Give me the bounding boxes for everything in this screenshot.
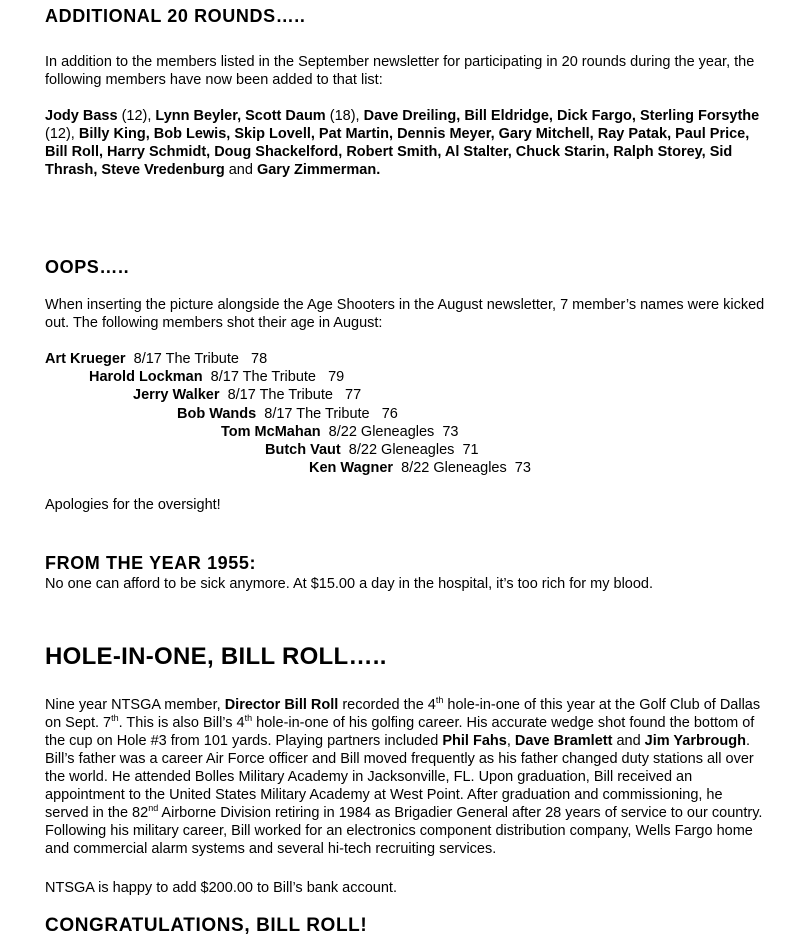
age-shooter-row — [133, 386, 361, 404]
shooter-name: Butch Vaut — [265, 442, 341, 458]
shooter-detail: 8/17 The Tribute 78 — [125, 351, 268, 367]
shooter-detail: 8/17 The Tribute 76 — [256, 405, 398, 422]
from-1955-text: No one can afford to be sick anymore. At $15.00 a day in the hospital, it’s too rich for my blood. — [45, 576, 654, 592]
member-note: (12), — [117, 108, 156, 124]
shooter-detail: 8/22 Gleneagles 71 — [340, 442, 479, 458]
member-names: Billy King, Bob Lewis, Skip Lovell, Pat Martin, Dennis Meyer, Gary Mitchell, Ray Patak, Paul Price, Bill Roll, Harry Schmidt, Doug Shackelford, Robert Smith, Al Stalter, Chuck Starin, Ralph Storey, Sid Thrash, Steve Vredenburg — [45, 126, 750, 178]
bank-account-text: NTSGA is happy to add $200.00 to Bill’s bank account. — [45, 880, 397, 896]
shooter-name: Ken Wagner — [309, 460, 394, 477]
member-note: and — [224, 162, 257, 178]
oops-heading: OOPS….. — [45, 257, 130, 277]
shooter-name: Jerry Walker — [133, 387, 220, 404]
additional-rounds-heading: ADDITIONAL 20 ROUNDS….. — [45, 6, 306, 26]
shooter-detail: 8/17 The Tribute 79 — [202, 369, 345, 386]
age-shooter-row — [45, 350, 267, 368]
apology-text: Apologies for the oversight! — [45, 497, 221, 513]
shooter-name: Tom McMahan — [221, 423, 321, 440]
member-note: (12), — [45, 126, 79, 142]
shooter-name: Art Krueger — [45, 351, 126, 367]
additional-rounds-intro: In addition to the members listed in the September newsletter for participating in 20 rounds during the year, the following members have now been added to that list: — [45, 54, 755, 88]
shooter-detail: 8/17 The Tribute 77 — [219, 387, 362, 404]
age-shooter-row — [309, 459, 531, 477]
shooter-detail: 8/22 Gleneagles 73 — [393, 460, 531, 477]
members-list — [45, 107, 765, 179]
shooter-name: Harold Lockman — [89, 369, 203, 386]
oops-intro: When inserting the picture alongside the Age Shooters in the August newsletter, 7 member’s names were kicked out. The following members shot their age in August: — [45, 297, 765, 331]
age-shooter-row — [221, 423, 458, 441]
congratulations-heading: CONGRATULATIONS, BILL ROLL! — [45, 915, 368, 936]
hole-in-one-article: Nine year NTSGA member, Director Bill Roll recorded the 4th hole-in-one of this year at the Golf Club of Dallas on Sept. 7th. This is also Bill’s 4th hole-in-one of his golfing career. His accurate wedge shot found the bottom of the cup on Hole #3 from 101 yards. Playing partners included Phil Fahs, Dave Bramlett and Jim Yarbrough. Bill’s father was a career Air Force officer and Bill moved frequently as his father changed duty stations all over the world. He attended Bolles Military Academy in Jacksonville, FL. Upon graduation, Bill received an appointment to the United States Military Academy at West Point. After graduation and commissioning, he served in the 82nd Airborne Division retiring in 1984 as Brigadier General after 28 years of service to our country. Following his military career, Bill worked for an electronics component distribution company, Wells Fargo home and commercial alarm systems and several hi-tech recruiting services. — [45, 695, 763, 857]
shooter-name: Bob Wands — [177, 405, 257, 422]
member-names: Lynn Beyler, Scott Daum — [155, 108, 326, 124]
age-shooter-row — [177, 405, 398, 423]
age-shooter-row — [265, 441, 479, 459]
hole-in-one-heading: HOLE-IN-ONE, BILL ROLL….. — [45, 643, 387, 670]
member-names: Gary Zimmerman. — [256, 162, 381, 178]
from-1955-heading: FROM THE YEAR 1955: — [45, 553, 257, 573]
member-note: (18), — [325, 108, 364, 124]
shooter-detail: 8/22 Gleneagles 73 — [320, 423, 459, 440]
member-names: Dave Dreiling, Bill Eldridge, Dick Fargo, Sterling Forsythe — [363, 108, 760, 124]
age-shooter-row — [89, 368, 344, 386]
member-names: Jody Bass — [45, 108, 118, 124]
